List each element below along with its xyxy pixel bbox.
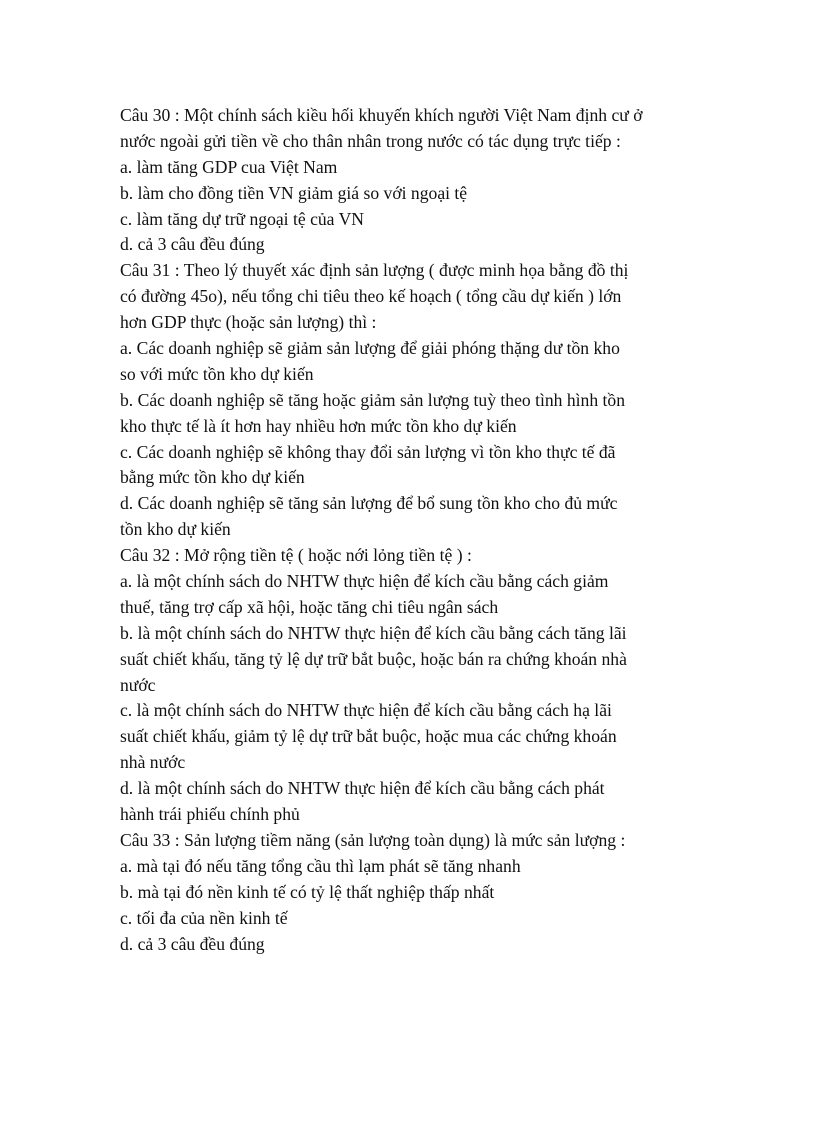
- option-text-line: tồn kho dự kiến: [120, 519, 231, 540]
- option-text-line: a. là một chính sách do NHTW thực hiện để kích cầu bằng cách giảm: [120, 571, 609, 592]
- answer-option-b: [120, 388, 710, 440]
- option-text-line: a. Các doanh nghiệp sẽ giảm sản lượng để giải phóng thặng dư tồn kho: [120, 338, 620, 359]
- answer-option-a: [120, 854, 710, 880]
- question-text-line: Câu 33 : Sản lượng tiềm năng (sản lượng toàn dụng) là mức sản lượng :: [120, 829, 626, 850]
- answer-option-b: [120, 880, 710, 906]
- question-text-line: Câu 32 : Mở rộng tiền tệ ( hoặc nới lỏng tiền tệ ) :: [120, 545, 472, 566]
- answer-option-d: [120, 491, 710, 543]
- option-text-line: a. mà tại đó nếu tăng tổng cầu thì lạm phát sẽ tăng nhanh: [120, 855, 521, 876]
- answer-option-d: [120, 232, 710, 258]
- option-text-line: suất chiết khấu, giảm tỷ lệ dự trữ bắt buộc, hoặc mua các chứng khoán: [120, 726, 617, 747]
- question-text-line: nước ngoài gửi tiền về cho thân nhân trong nước có tác dụng trực tiếp :: [120, 130, 621, 151]
- question-text-line: Câu 30 : Một chính sách kiều hối khuyến khích người Việt Nam định cư ở: [120, 105, 643, 125]
- option-text-line: nước: [120, 674, 156, 695]
- option-text-line: b. Các doanh nghiệp sẽ tăng hoặc giảm sản lượng tuỳ theo tình hình tồn: [120, 389, 626, 410]
- answer-option-b: [120, 181, 710, 207]
- option-text-line: b. làm cho đồng tiền VN giảm giá so với ngoại tệ: [120, 182, 468, 203]
- option-text-line: d. cả 3 câu đều đúng: [120, 234, 265, 255]
- option-text-line: d. cả 3 câu đều đúng: [120, 933, 265, 954]
- option-text-line: nhà nước: [120, 752, 186, 773]
- option-text-line: so với mức tồn kho dự kiến: [120, 363, 314, 384]
- option-text-line: c. Các doanh nghiệp sẽ không thay đổi sản lượng vì tồn kho thực tế đã: [120, 441, 616, 462]
- question-text-line: có đường 45o), nếu tổng chi tiêu theo kế hoạch ( tổng cầu dự kiến ) lớn: [120, 286, 622, 307]
- option-text-line: d. Các doanh nghiệp sẽ tăng sản lượng để bổ sung tồn kho cho đủ mức: [120, 493, 618, 514]
- question-text-line: hơn GDP thực (hoặc sản lượng) thì :: [120, 312, 377, 333]
- answer-option-d: [120, 932, 710, 958]
- answer-option-c: [120, 440, 710, 492]
- option-text-line: kho thực tế là ít hơn hay nhiều hơn mức tồn kho dự kiến: [120, 415, 517, 436]
- option-text-line: b. là một chính sách do NHTW thực hiện để kích cầu bằng cách tăng lãi: [120, 622, 627, 643]
- option-text-line: c. tối đa của nền kinh tế: [120, 907, 288, 928]
- answer-option-c: [120, 207, 710, 233]
- answer-option-c: [120, 906, 710, 932]
- question-33: [120, 828, 710, 854]
- option-text-line: a. làm tăng GDP cua Việt Nam: [120, 156, 338, 177]
- answer-option-c: [120, 698, 710, 776]
- answer-option-b: [120, 621, 710, 699]
- option-text-line: d. là một chính sách do NHTW thực hiện để kích cầu bằng cách phát: [120, 778, 605, 799]
- question-32: [120, 543, 710, 569]
- option-text-line: thuế, tăng trợ cấp xã hội, hoặc tăng chi tiêu ngân sách: [120, 596, 499, 617]
- option-text-line: bằng mức tồn kho dự kiến: [120, 467, 305, 488]
- answer-option-a: [120, 569, 710, 621]
- option-text-line: c. làm tăng dự trữ ngoại tệ của VN: [120, 208, 364, 229]
- option-text-line: suất chiết khấu, tăng tỷ lệ dự trữ bắt buộc, hoặc bán ra chứng khoán nhà: [120, 648, 627, 669]
- answer-option-d: [120, 776, 710, 828]
- question-30: [120, 103, 710, 155]
- option-text-line: c. là một chính sách do NHTW thực hiện để kích cầu bằng cách hạ lãi: [120, 700, 612, 721]
- option-text-line: hành trái phiếu chính phủ: [120, 804, 300, 825]
- option-text-line: b. mà tại đó nền kinh tế có tỷ lệ thất nghiệp thấp nhất: [120, 881, 495, 902]
- question-31: [120, 258, 710, 336]
- question-text-line: Câu 31 : Theo lý thuyết xác định sản lượng ( được minh họa bằng đồ thị: [120, 260, 629, 281]
- document-page: [120, 103, 710, 957]
- answer-option-a: [120, 155, 710, 181]
- answer-option-a: [120, 336, 710, 388]
